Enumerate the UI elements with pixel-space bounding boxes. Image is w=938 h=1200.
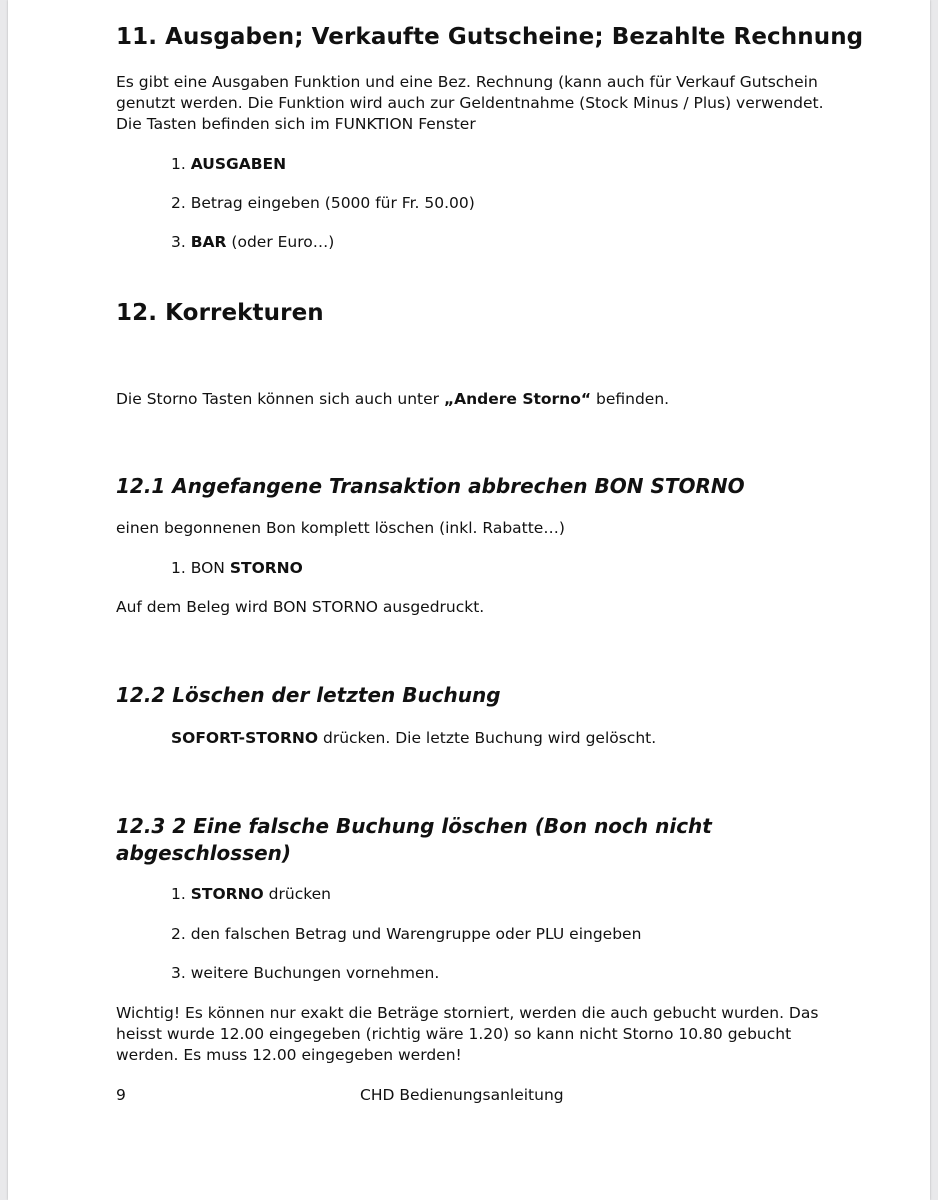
document-page (8, 0, 930, 1200)
step-key: AUSGABEN (190, 155, 287, 173)
section-11-heading: 11. Ausgaben; Verkaufte Gutscheine; Bezahlte Rechnung (116, 24, 864, 50)
step-text: den falschen Betrag und Warengruppe oder PLU eingeben (190, 925, 642, 943)
section-12-1-step-1 (171, 558, 303, 579)
step-text: Betrag eingeben (5000 für Fr. 50.00) (190, 194, 475, 212)
section-11-step-3 (171, 232, 334, 253)
step-text: weitere Buchungen vornehmen. (190, 964, 440, 982)
intro-text-end: befinden. (591, 390, 670, 408)
step-number: 1. (171, 559, 186, 577)
step-number: 3. (171, 233, 186, 251)
step-text: (oder Euro…) (226, 233, 335, 251)
section-11-step-1 (171, 154, 286, 175)
instruction-text: drücken. Die letzte Buchung wird gelöscht. (318, 729, 657, 747)
section-12-3-heading: 12.3 2 Eine falsche Buchung löschen (Bon noch nicht abgeschlossen) (116, 814, 712, 865)
section-12-2-instruction (171, 728, 656, 749)
step-number: 1. (171, 155, 186, 173)
intro-bold: „Andere Storno“ (443, 390, 592, 408)
instruction-key: SOFORT-STORNO (171, 729, 319, 747)
section-12-1-heading: 12.1 Angefangene Transaktion abbrechen BON STORNO (116, 474, 745, 498)
section-12-3-note: Wichtig! Es können nur exakt die Beträge storniert, werden die auch gebucht wurden. Das heisst wurde 12.00 eingegeben (richtig wäre 1.20) so kann nicht Storno 10.80 gebucht werden. Es muss 12.00 eingegeben werden! (116, 1004, 819, 1064)
step-number: 2. (171, 925, 186, 943)
section-11-intro: Es gibt eine Ausgaben Funktion und eine Bez. Rechnung (kann auch für Verkauf Gutschein genutzt werden. Die Funktion wird auch zur Geldentnahme (Stock Minus / Plus) verwendet. Die Tasten befinden sich im FUNKTION Fenster (116, 73, 824, 133)
step-key: BAR (190, 233, 227, 251)
step-key: STORNO (229, 559, 303, 577)
section-12-3-step-3 (171, 963, 439, 984)
section-12-1-intro: einen begonnenen Bon komplett löschen (inkl. Rabatte…) (116, 519, 565, 537)
footer-title: CHD Bedienungsanleitung (360, 1086, 564, 1104)
step-number: 2. (171, 194, 186, 212)
page-number: 9 (116, 1086, 126, 1104)
step-number: 1. (171, 885, 186, 903)
section-12-3-step-1 (171, 884, 331, 905)
step-key: STORNO (190, 885, 264, 903)
section-12-1-note: Auf dem Beleg wird BON STORNO ausgedruckt. (116, 598, 485, 616)
section-12-heading: 12. Korrekturen (116, 300, 324, 326)
section-12-intro (116, 389, 831, 410)
step-number: 3. (171, 964, 186, 982)
intro-text: Die Storno Tasten können sich auch unter (116, 390, 444, 408)
section-11-step-2 (171, 193, 475, 214)
section-12-3-step-2 (171, 924, 641, 945)
step-text: BON (190, 559, 230, 577)
step-text: drücken (263, 885, 332, 903)
section-12-2-heading: 12.2 Löschen der letzten Buchung (116, 683, 501, 707)
